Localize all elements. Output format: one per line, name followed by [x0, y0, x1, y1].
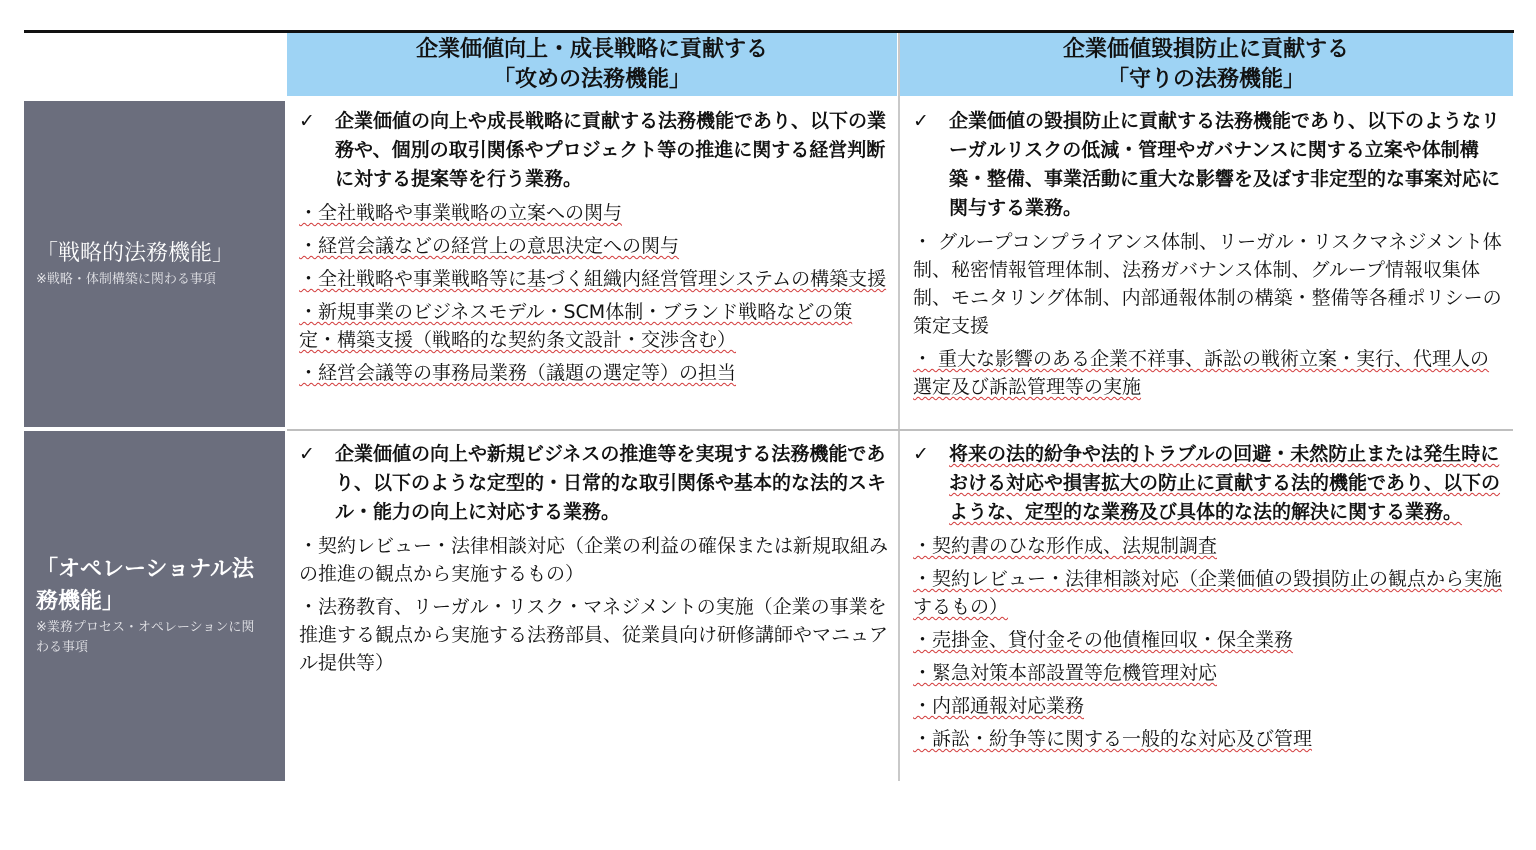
- bullet-item: ・全社戦略や事業戦略の立案への関与: [299, 202, 623, 224]
- bullet-item: ・経営会議などの経営上の意思決定への関与: [299, 235, 680, 257]
- column-header-offensive-line2: 「攻めの法務機能」: [492, 66, 691, 92]
- bullet-item: ・新規事業のビジネスモデル・SCM体制・ブランド戦略などの策定・構築支援（戦略的な契約条文設計・交渉含む）: [299, 301, 853, 351]
- lead-paragraph: [913, 440, 1505, 527]
- row-label-strategic: [24, 101, 285, 427]
- bullet-item: ・内部通報対応業務: [913, 695, 1085, 717]
- cell-strategic-offensive: [289, 101, 897, 427]
- lead-paragraph: [299, 107, 889, 194]
- lead-text: 企業価値の毀損防止に貢献する法務機能であり、以下のようなリーガルリスクの低減・管理やガバナンスに関する立案や体制構築・整備、事業活動に重大な影響を及ぼす非定型的な事案対応に関与する業務。: [949, 110, 1501, 219]
- row-label-operational-note: ※業務プロセス・オペレーションに関わる事項: [36, 620, 255, 655]
- bullet-item: ・全社戦略や事業戦略等に基づく組織内経営管理システムの構築支援: [299, 268, 887, 290]
- cell-operational-defensive: [903, 434, 1513, 781]
- bullet-item: ・契約書のひな形作成、法規制調査: [913, 535, 1218, 557]
- cell-operational-offensive: [289, 434, 897, 781]
- bullet-item: ・ 重大な影響のある企業不祥事、訴訟の戦術立案・実行、代理人の選定及び訴訟管理等の実施: [913, 348, 1490, 398]
- cell-strategic-defensive: [903, 101, 1513, 427]
- column-divider: [898, 33, 900, 781]
- column-header-defensive-line1: 企業価値毀損防止に貢献する: [1062, 36, 1349, 62]
- bullet-item: ・ グループコンプライアンス体制、リーガル・リスクマネジメント体制、秘密情報管理体制、法務ガバナンス体制、グループ情報収集体制、モニタリング体制、内部通報体制の構築・整備等各種ポリシーの策定支援: [913, 231, 1502, 337]
- lead-text: 企業価値の向上や新規ビジネスの推進等を実現する法務機能であり、以下のような定型的・日常的な取引関係や基本的な法的スキル・能力の向上に対応する業務。: [335, 443, 887, 523]
- checkmark-icon: ✓: [913, 443, 929, 465]
- bullet-item: ・契約レビュー・法律相談対応（企業の利益の確保または新規取組みの推進の観点から実施するもの）: [299, 535, 889, 585]
- column-header-defensive-line2: 「守りの法務機能」: [1106, 66, 1305, 92]
- row-label-strategic-note: ※戦略・体制構築に関わる事項: [36, 272, 216, 287]
- checkmark-icon: ✓: [299, 443, 315, 465]
- lead-text: 企業価値の向上や成長戦略に貢献する法務機能であり、以下の業務や、個別の取引関係やプロジェクト等の推進に関する経営判断に対する提案等を行う業務。: [335, 110, 887, 190]
- row-label-operational-title: 「オペレーショナル法務機能」: [36, 557, 255, 614]
- bullet-item: ・経営会議等の事務局業務（議題の選定等）の担当: [299, 362, 737, 384]
- checkmark-icon: ✓: [299, 110, 315, 132]
- lead-paragraph: [299, 440, 889, 527]
- row-label-strategic-title: 「戦略的法務機能」: [36, 241, 235, 266]
- checkmark-icon: ✓: [913, 110, 929, 132]
- column-header-offensive: [287, 33, 897, 96]
- lead-paragraph: [913, 107, 1505, 223]
- row-divider: [287, 429, 1513, 431]
- bullet-item: ・売掛金、貸付金その他債権回収・保全業務: [913, 629, 1294, 651]
- column-header-defensive: [899, 33, 1513, 96]
- bullet-item: ・緊急対策本部設置等危機管理対応: [913, 662, 1218, 684]
- row-label-operational: [24, 431, 285, 781]
- lead-text: 将来の法的紛争や法的トラブルの回避・未然防止または発生時における対応や損害拡大の防止に貢献する法的機能であり、以下のような、定型的な業務及び具体的な法的解決に関する業務。: [949, 443, 1501, 523]
- bullet-item: ・法務教育、リーガル・リスク・マネジメントの実施（企業の事業を推進する観点から実施する法務部員、従業員向け研修講師やマニュアル提供等）: [299, 596, 889, 674]
- column-header-offensive-line1: 企業価値向上・成長戦略に貢献する: [415, 36, 768, 62]
- bullet-item: ・契約レビュー・法律相談対応（企業価値の毀損防止の観点から実施するもの）: [913, 568, 1503, 618]
- bullet-item: ・訴訟・紛争等に関する一般的な対応及び管理: [913, 728, 1313, 750]
